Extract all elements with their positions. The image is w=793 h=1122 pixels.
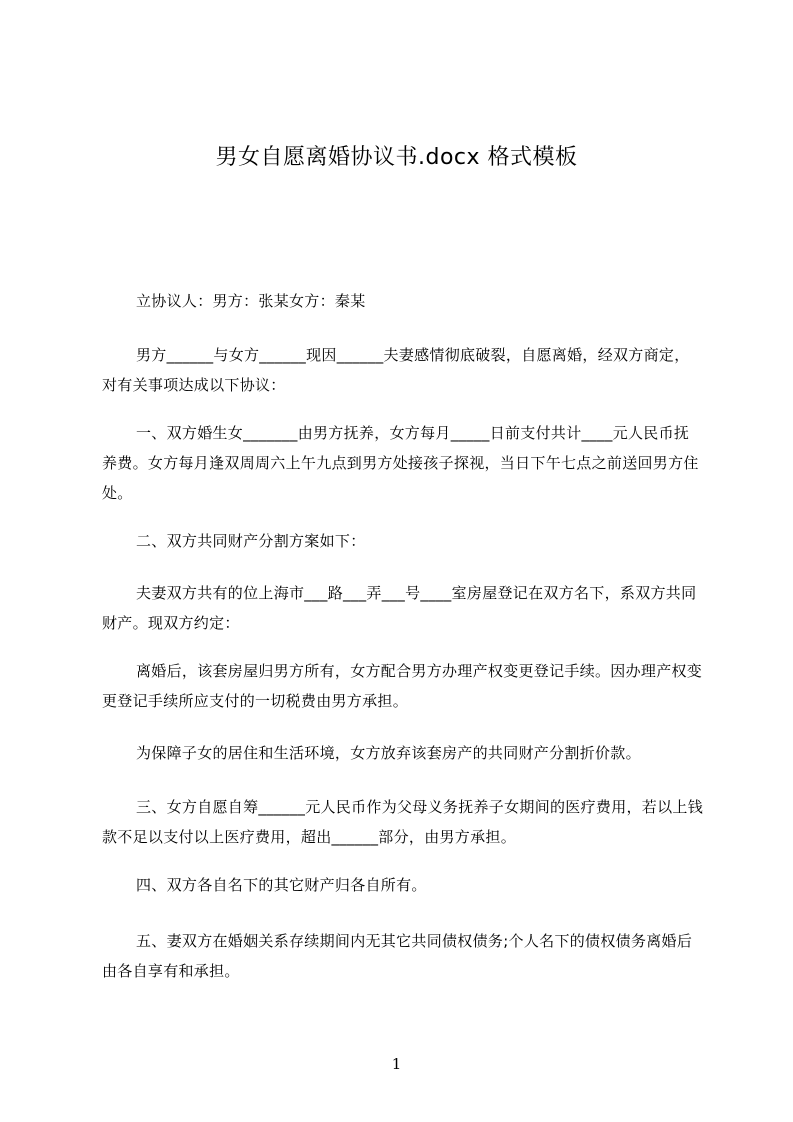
paragraph-clause-2: 二、双方共同财产分割方案如下： xyxy=(136,532,366,550)
paragraph-clause-5: 五、妻双方在婚姻关系存续期间内无其它共同债权债务;个人名下的债权债务离婚后由各自享有和承担。 xyxy=(102,932,693,980)
paragraph-clause-1: 一、双方婚生女_______由男方抚养，女方每月_____日前支付共计____元人民币抚养费。女方每月逢双周周六上午九点到男方处接孩子探视，当日下午七点之前送回男方住处。 xyxy=(102,424,699,502)
paragraph-property: 夫妻双方共有的位上海市___路___弄___号____室房屋登记在双方名下，系双方共同财产。现双方约定： xyxy=(102,584,697,632)
page-number: 1 xyxy=(391,1055,402,1073)
paragraph-clause-3: 三、女方自愿自筹______元人民币作为父母义务抚养子女期间的医疗费用，若以上钱款不足以支付以上医疗费用，超出______部分，由男方承担。 xyxy=(102,798,704,846)
paragraph-intro: 男方______与女方______现因______夫妻感情彻底破裂，自愿离婚，经双方商定，对有关事项达成以下协议： xyxy=(102,346,690,394)
paragraph-house: 离婚后，该套房屋归男方所有，女方配合男方办理产权变更登记手续。因办理产权变更登记手续所应支付的一切税费由男方承担。 xyxy=(102,662,703,710)
paragraph-parties: 立协议人：男方：张某女方：秦某 xyxy=(136,292,366,310)
paragraph-clause-4: 四、双方各自名下的其它财产归各自所有。 xyxy=(136,876,427,894)
paragraph-waiver: 为保障子女的居住和生活环境，女方放弃该套房产的共同财产分割折价款。 xyxy=(136,744,641,762)
document-title: 男女自愿离婚协议书.docx 格式模板 xyxy=(215,145,578,170)
